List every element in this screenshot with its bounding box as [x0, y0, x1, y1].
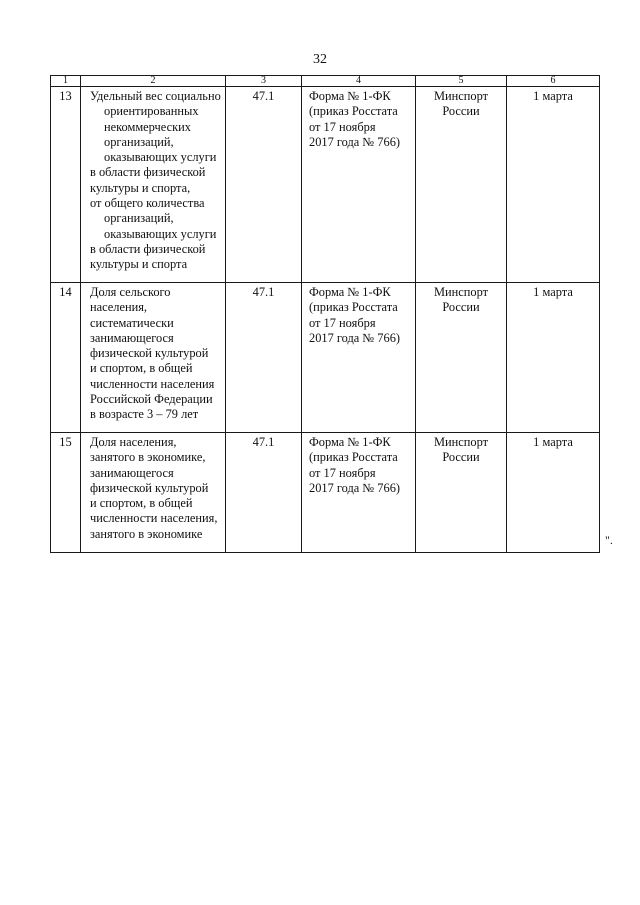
source-form: [302, 283, 416, 433]
form-line: 2017 года № 766): [309, 480, 401, 495]
table-header-row: [51, 76, 600, 87]
table-row: [51, 433, 600, 553]
indicator-name: [81, 433, 226, 553]
deadline: 1 марта: [507, 283, 600, 433]
agency-line: Минспорт: [433, 285, 489, 299]
form-line: от 17 ноября: [309, 465, 376, 480]
responsible-agency: [416, 283, 507, 433]
agency-line: России: [442, 300, 480, 315]
indicator-code: 47.1: [226, 283, 302, 433]
indicator-code: 47.1: [226, 433, 302, 553]
indicator-line: организаций,: [104, 134, 174, 149]
indicator-line: Российской Федерации: [90, 392, 213, 407]
agency-line: Минспорт: [433, 435, 489, 449]
indicator-line: культуры и спорта,: [90, 180, 191, 195]
table-row: [51, 283, 600, 433]
row-number: 15: [51, 433, 81, 553]
indicator-line: физической культурой: [90, 346, 209, 361]
indicator-line: Доля населения,: [90, 435, 177, 449]
form-line: 2017 года № 766): [309, 330, 401, 345]
indicator-line: численности населения,: [90, 511, 218, 526]
row-number: 13: [51, 87, 81, 283]
table-row: [51, 87, 600, 283]
column-header: 1: [51, 76, 81, 87]
indicator-line: занимающегося: [90, 330, 174, 345]
closing-quote-mark: ".: [605, 533, 613, 547]
column-header: 6: [507, 76, 600, 87]
indicator-line: и спортом, в общей: [90, 361, 193, 376]
form-line: 2017 года № 766): [309, 134, 401, 149]
form-line: Форма № 1-ФК: [309, 89, 391, 103]
indicator-line: некоммерческих: [104, 119, 191, 134]
form-line: (приказ Росстата: [309, 450, 398, 465]
form-line: от 17 ноября: [309, 119, 376, 134]
source-form: [302, 87, 416, 283]
indicator-line: оказывающих услуги: [104, 150, 217, 165]
agency-line: России: [442, 104, 480, 119]
deadline: 1 марта: [507, 433, 600, 553]
indicator-line: Доля сельского: [90, 285, 171, 299]
column-header: 4: [302, 76, 416, 87]
indicator-line: населения,: [90, 300, 148, 315]
indicator-line: и спортом, в общей: [90, 496, 193, 511]
indicator-line: в области физической: [90, 241, 206, 256]
column-header: 2: [81, 76, 226, 87]
indicator-name: [81, 87, 226, 283]
page-number: 32: [313, 52, 327, 67]
responsible-agency: [416, 87, 507, 283]
indicator-line: в области физической: [90, 165, 206, 180]
indicator-line: численности населения: [90, 376, 215, 391]
indicator-code: 47.1: [226, 87, 302, 283]
indicators-table: [50, 75, 600, 553]
column-header: 5: [416, 76, 507, 87]
indicator-line: Удельный вес социально: [90, 89, 221, 103]
indicator-line: от общего количества: [90, 196, 205, 211]
indicator-line: в возрасте 3 – 79 лет: [90, 407, 199, 422]
indicator-line: культуры и спорта: [90, 257, 188, 272]
deadline: 1 марта: [507, 87, 600, 283]
form-line: Форма № 1-ФК: [309, 435, 391, 449]
form-line: (приказ Росстата: [309, 300, 398, 315]
indicator-line: занятого в экономике,: [90, 450, 206, 465]
indicator-line: занимающегося: [90, 465, 174, 480]
row-number: 14: [51, 283, 81, 433]
form-line: (приказ Росстата: [309, 104, 398, 119]
indicator-line: организаций,: [104, 211, 174, 226]
indicator-name: [81, 283, 226, 433]
column-header: 3: [226, 76, 302, 87]
indicator-line: ориентированных: [104, 104, 199, 119]
indicator-line: оказывающих услуги: [104, 226, 217, 241]
indicator-line: физической культурой: [90, 480, 209, 495]
responsible-agency: [416, 433, 507, 553]
agency-line: Минспорт: [433, 89, 489, 103]
agency-line: России: [442, 450, 480, 465]
indicator-line: систематически: [90, 315, 174, 330]
form-line: от 17 ноября: [309, 315, 376, 330]
source-form: [302, 433, 416, 553]
form-line: Форма № 1-ФК: [309, 285, 391, 299]
indicator-line: занятого в экономике: [90, 526, 203, 541]
